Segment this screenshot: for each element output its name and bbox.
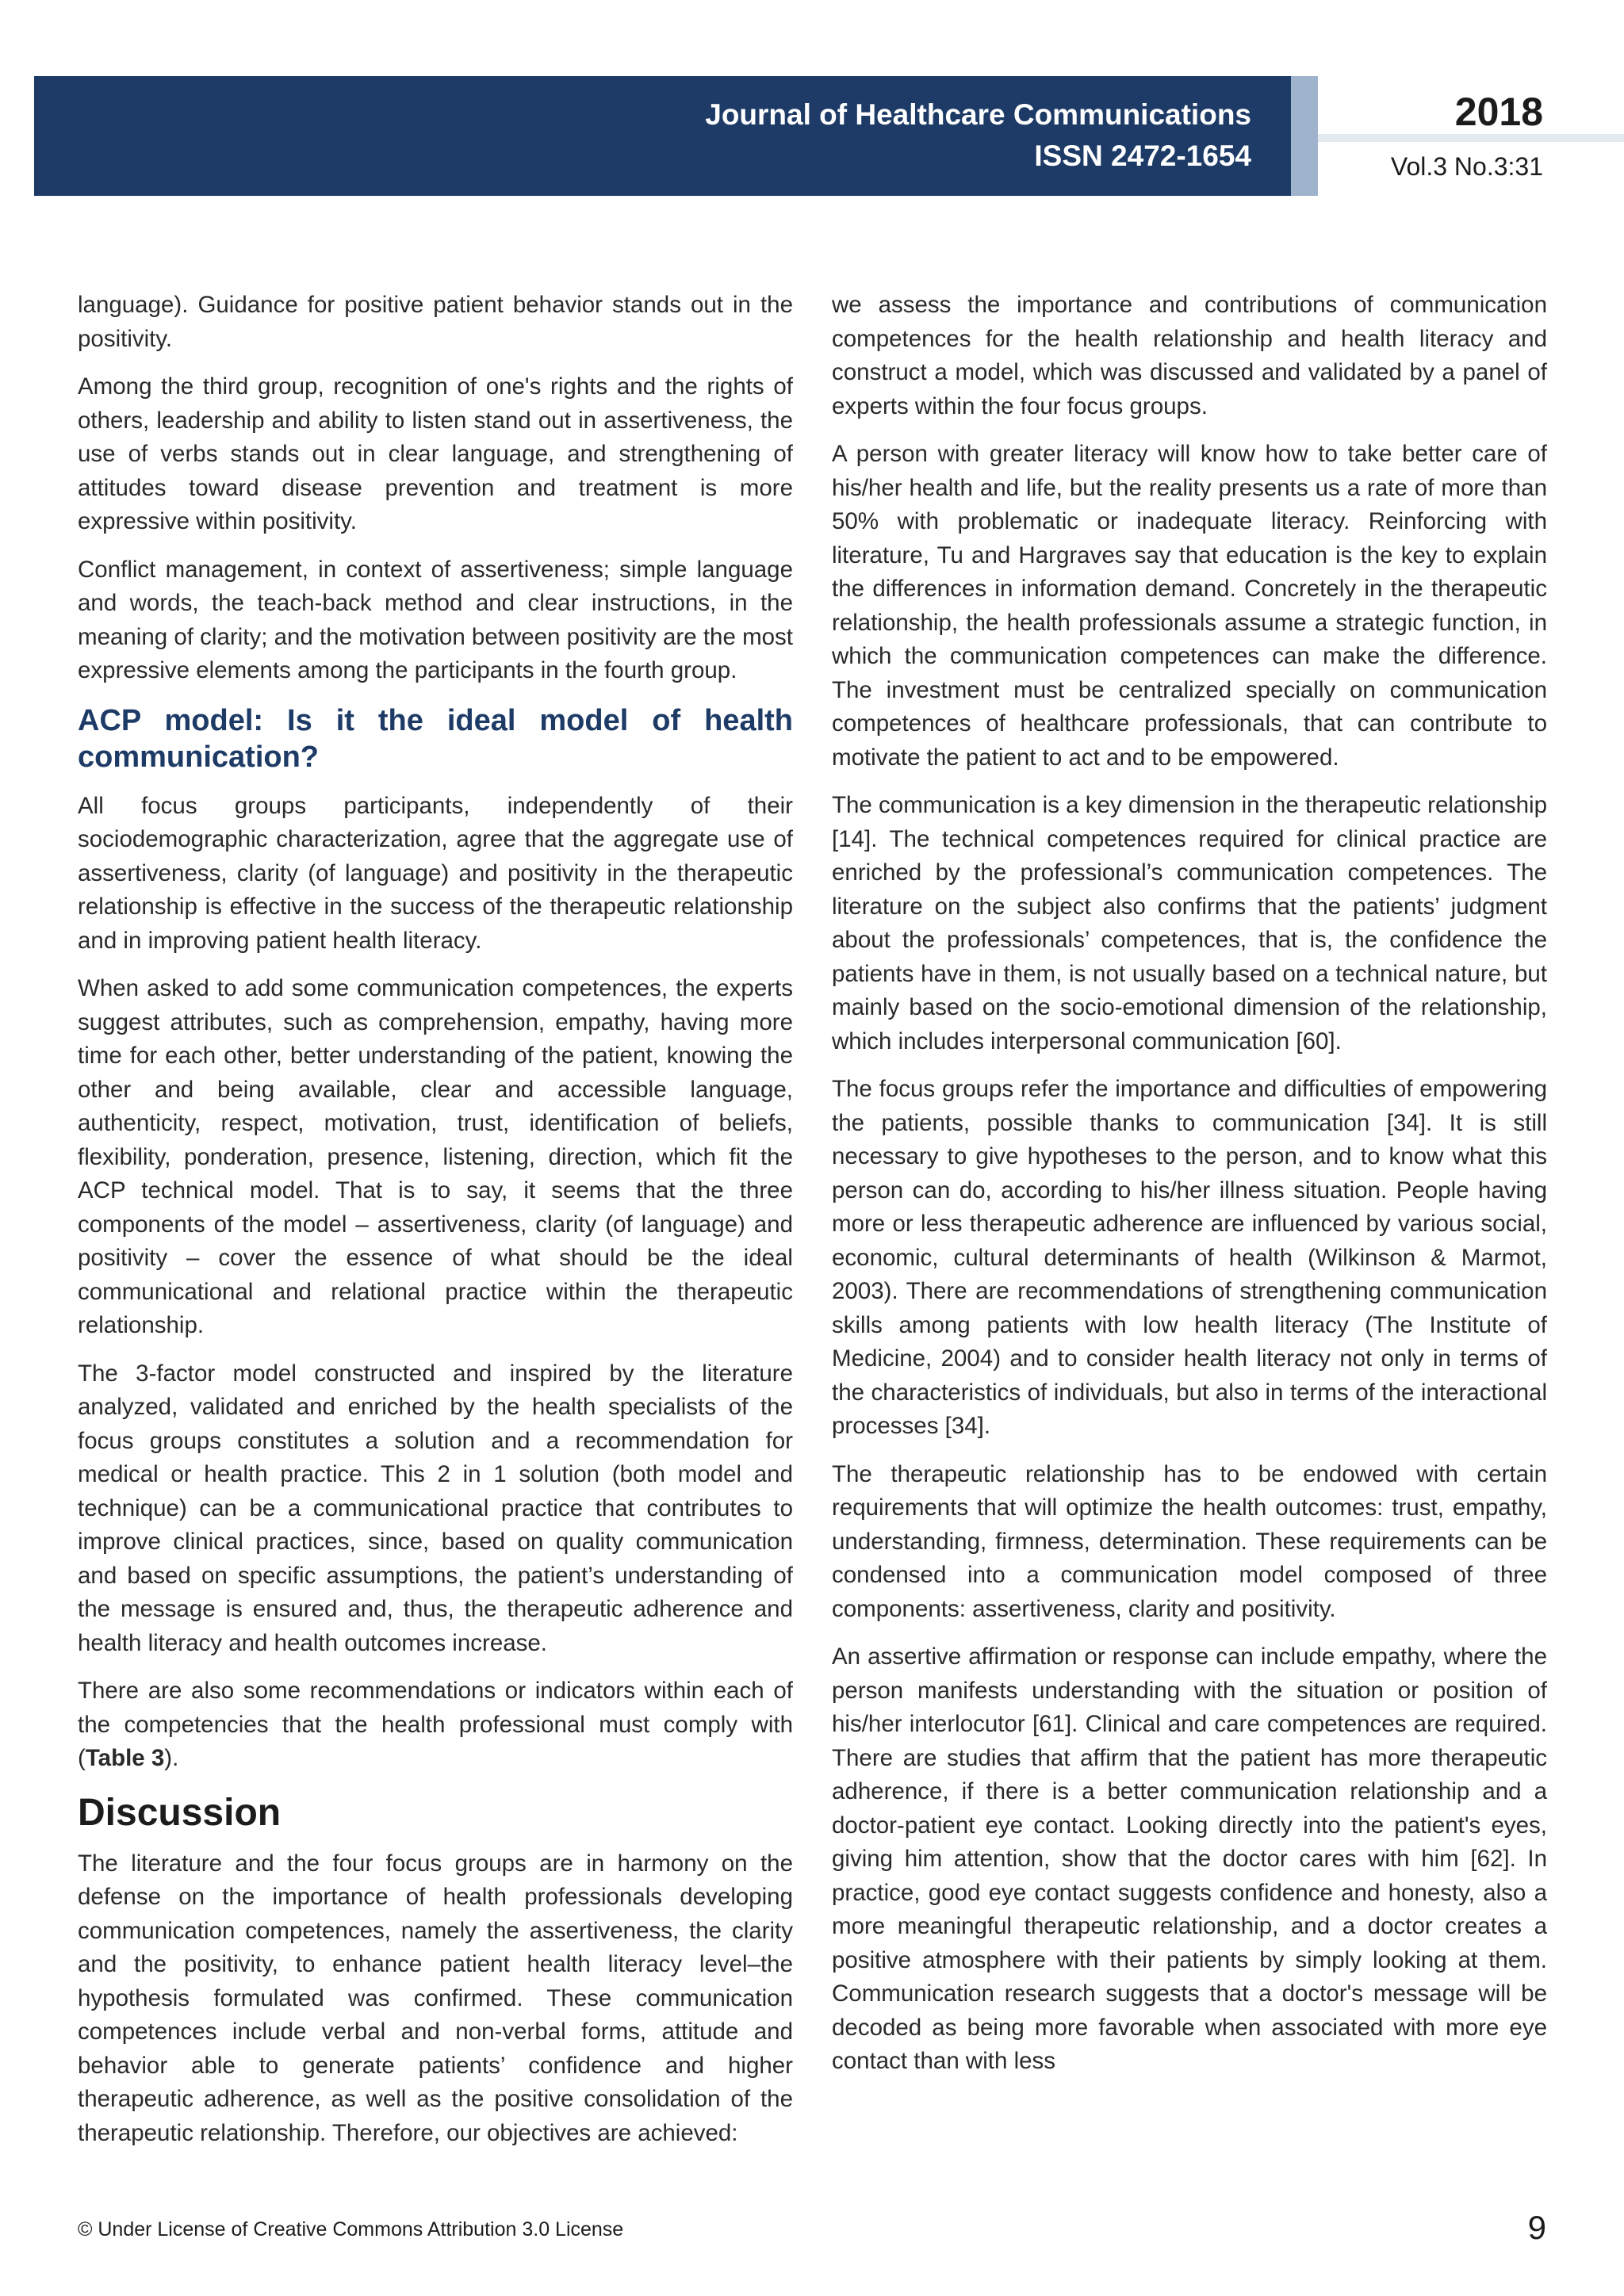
section-heading-acp-model: ACP model: Is it the ideal model of health communication? <box>78 703 793 774</box>
paragraph: language). Guidance for positive patient behavior stands out in the positivity. <box>78 292 793 352</box>
section-heading-discussion: Discussion <box>78 1791 282 1834</box>
header-accent-bar <box>1291 76 1318 196</box>
paragraph: Conflict management, in context of assertiveness; simple language and words, the teach-back method and clear instructions, in the meaning of clarity; and the motivation between positivity are the most expressive elements among the participants in the fourth group. <box>78 556 793 683</box>
table-reference-link[interactable]: Table 3 <box>85 1745 165 1771</box>
journal-header-band <box>34 76 1291 196</box>
paragraph: An assertive affirmation or response can include empathy, where the person manifests understanding with the situation or position of his/her interlocutor [61]. Clinical and care competences are required. There are studies that affirm that the patient has more therapeutic adherence, if there is a better communication relationship and a doctor-patient eye contact. Looking directly into the patient's eyes, giving him attention, show that the doctor cares with him [62]. In practice, good eye contact suggests confidence and honesty, also a more meaningful therapeutic relationship, and a doctor creates a positive atmosphere with their patients by simply looking at them. Communication research suggests that a doctor's message will be decoded as being more favorable when associated with more eye contact than with less <box>832 1644 1547 2074</box>
paragraph: The communication is a key dimension in the therapeutic relationship [14]. The technical competences required for clinical practice are enriched by the professional’s communication competences. The literature on the subject also confirms that the patients’ judgment about the professionals’ competences, that is, the confidence the patients have in them, is not usually based on a technical nature, but mainly based on the socio-emotional dimension of the relationship, which includes interpersonal communication [60]. <box>832 792 1547 1054</box>
right-column <box>832 289 1547 2093</box>
paragraph: The focus groups refer the importance and difficulties of empowering the patients, possible thanks to communication [34]. It is still necessary to give hypotheses to the person, and to know what this person can do, according to his/her illness situation. People having more or less therapeutic adherence are influenced by various social, economic, cultural determinants of health (Wilkinson & Marmot, 2003). There are recommendations of strengthening communication skills among patients with low health literacy (The Institute of Medicine, 2004) and to consider health literacy not only in terms of the characteristics of individuals, but also in terms of the interactional processes [34]. <box>832 1076 1547 1439</box>
paragraph-text: There are also some recommendations or indicators within each of the competencies that the health professional must comply with ( <box>78 1678 793 1771</box>
paragraph: The 3-factor model constructed and inspired by the literature analyzed, validated and enriched by the health specialists of the focus groups constitutes a solution and a recommendation for medical or health practice. This 2 in 1 solution (both model and technique) can be a communicational practice that contributes to improve clinical practices, since, based on quality communication and based on specific assumptions, the patient’s understanding of the message is ensured and, thus, the therapeutic adherence and health literacy and health outcomes increase. <box>78 1360 793 1656</box>
paragraph: The literature and the four focus groups are in harmony on the defense on the importance of health professionals developing communication competences, namely the assertiveness, the clarity and the positivity, to enhance patient health literacy level–the hypothesis formulated was confirmed. These communication competences include verbal and non-verbal forms, attitude and behavior able to generate patients’ confidence and higher therapeutic adherence, as well as the positive consolidation of the therapeutic relationship. Therefore, our objectives are achieved: <box>78 1850 793 2146</box>
paragraph: A person with greater literacy will know how to take better care of his/her health and life, but the reality presents us a rate of more than 50% with problematic or inadequate literacy. Reinforcing with literature, Tu and Hargraves say that education is the key to explain the differences in information demand. Concretely in the therapeutic relationship, the health professionals assume a strategic function, in which the communication competences can make the difference. The investment must be centralized specially on communication competences of healthcare professionals, that can contribute to motivate the patient to act and to be empowered. <box>832 441 1547 771</box>
page-number: 9 <box>1527 2209 1546 2246</box>
left-column <box>78 289 793 2164</box>
journal-title: Journal of Healthcare Communications <box>705 98 1251 131</box>
journal-issn: ISSN 2472-1654 <box>1034 140 1251 172</box>
publication-year: 2018 <box>1454 90 1543 134</box>
paragraph: When asked to add some communication competences, the experts suggest attributes, such as comprehension, empathy, having more time for each other, better understanding of the patient, knowing the other and being available, clear and accessible language, authenticity, respect, motivation, trust, identification of beliefs, flexibility, ponderation, presence, listening, direction, which fit the ACP technical model. That is to say, it seems that the three components of the model – assertiveness, clarity (of language) and positivity – cover the essence of what should be the ideal communicational and relational practice within the therapeutic relationship. <box>78 975 793 1338</box>
paragraph-text: ). <box>164 1745 179 1771</box>
paragraph: we assess the importance and contributions of communication competences for the health relationship and health literacy and construct a model, which was discussed and validated by a panel of experts within the four focus groups. <box>832 292 1547 419</box>
paragraph: The therapeutic relationship has to be endowed with certain requirements that will optimize the health outcomes: trust, empathy, understanding, firmness, determination. These requirements can be condensed into a communication model composed of three components: assertiveness, clarity and positivity. <box>832 1460 1547 1622</box>
license-footer: © Under License of Creative Commons Attribution 3.0 License <box>78 2218 624 2241</box>
paragraph <box>78 1674 793 1776</box>
paragraph: Among the third group, recognition of one's rights and the rights of others, leadership and ability to listen stand out in assertiveness, the use of verbs stands out in clear language, and strengthening of attitudes toward disease prevention and treatment is more expressive within positivity. <box>78 373 793 534</box>
paragraph: All focus groups participants, independently of their sociodemographic characterization, agree that the aggregate use of assertiveness, clarity (of language) and positivity in the therapeutic relationship is effective in the success of the therapeutic relationship and in improving patient health literacy. <box>78 792 793 954</box>
header-divider-line <box>1318 134 1624 142</box>
volume-issue: Vol.3 No.3:31 <box>1390 152 1543 181</box>
